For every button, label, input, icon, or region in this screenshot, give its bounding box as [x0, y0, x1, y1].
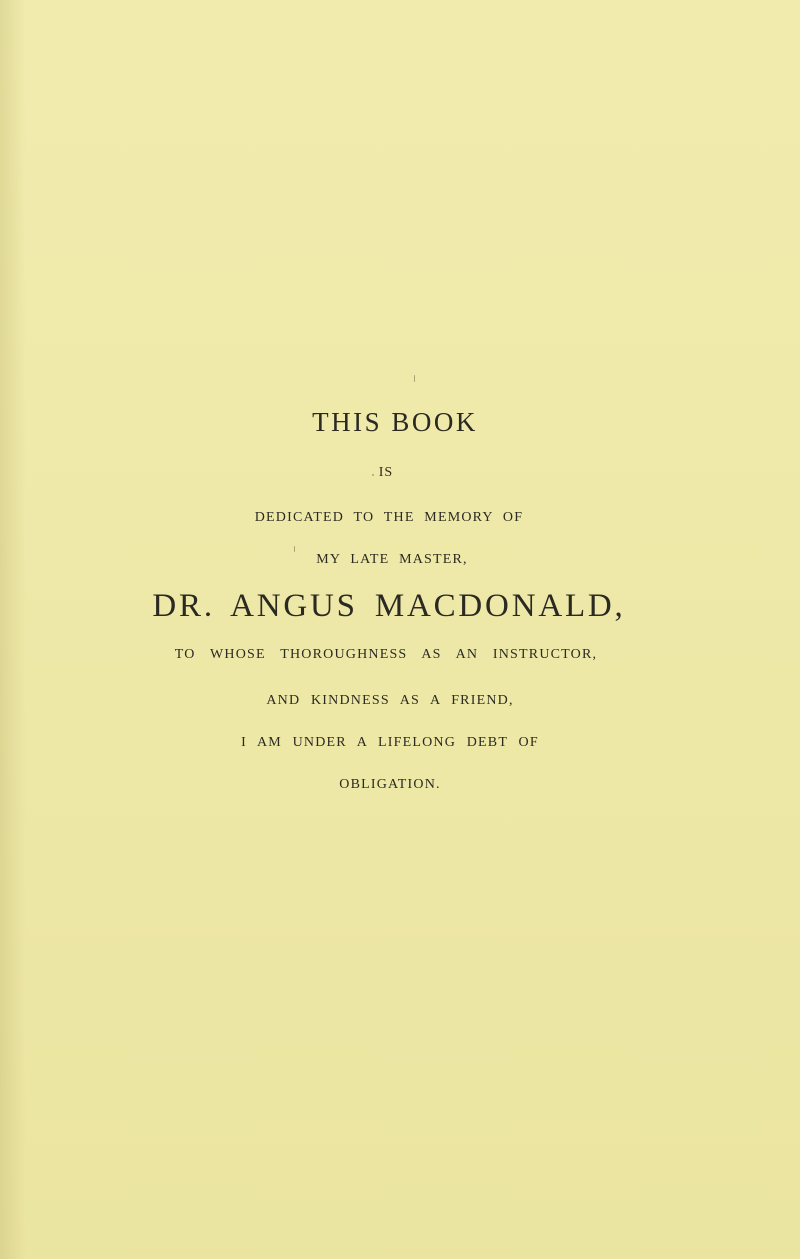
dedication-line: DEDICATED TO THE MEMORY OF — [254, 510, 524, 525]
dedication-title: THIS BOOK — [312, 407, 478, 437]
dedication-line: MY LATE MASTER, — [316, 552, 468, 567]
dedication-line: TO WHOSE THOROUGHNESS AS AN INSTRUCTOR, — [174, 647, 598, 662]
dedication-line: AND KINDNESS AS A FRIEND, — [266, 693, 514, 708]
dedicatee-name: DR. ANGUS MACDONALD, — [152, 588, 626, 624]
dedication-line: I AM UNDER A LIFELONG DEBT OF — [241, 735, 539, 750]
paper-speck — [414, 375, 415, 382]
dedication-line: IS — [378, 465, 394, 480]
dedication-line: OBLIGATION. — [339, 777, 441, 792]
